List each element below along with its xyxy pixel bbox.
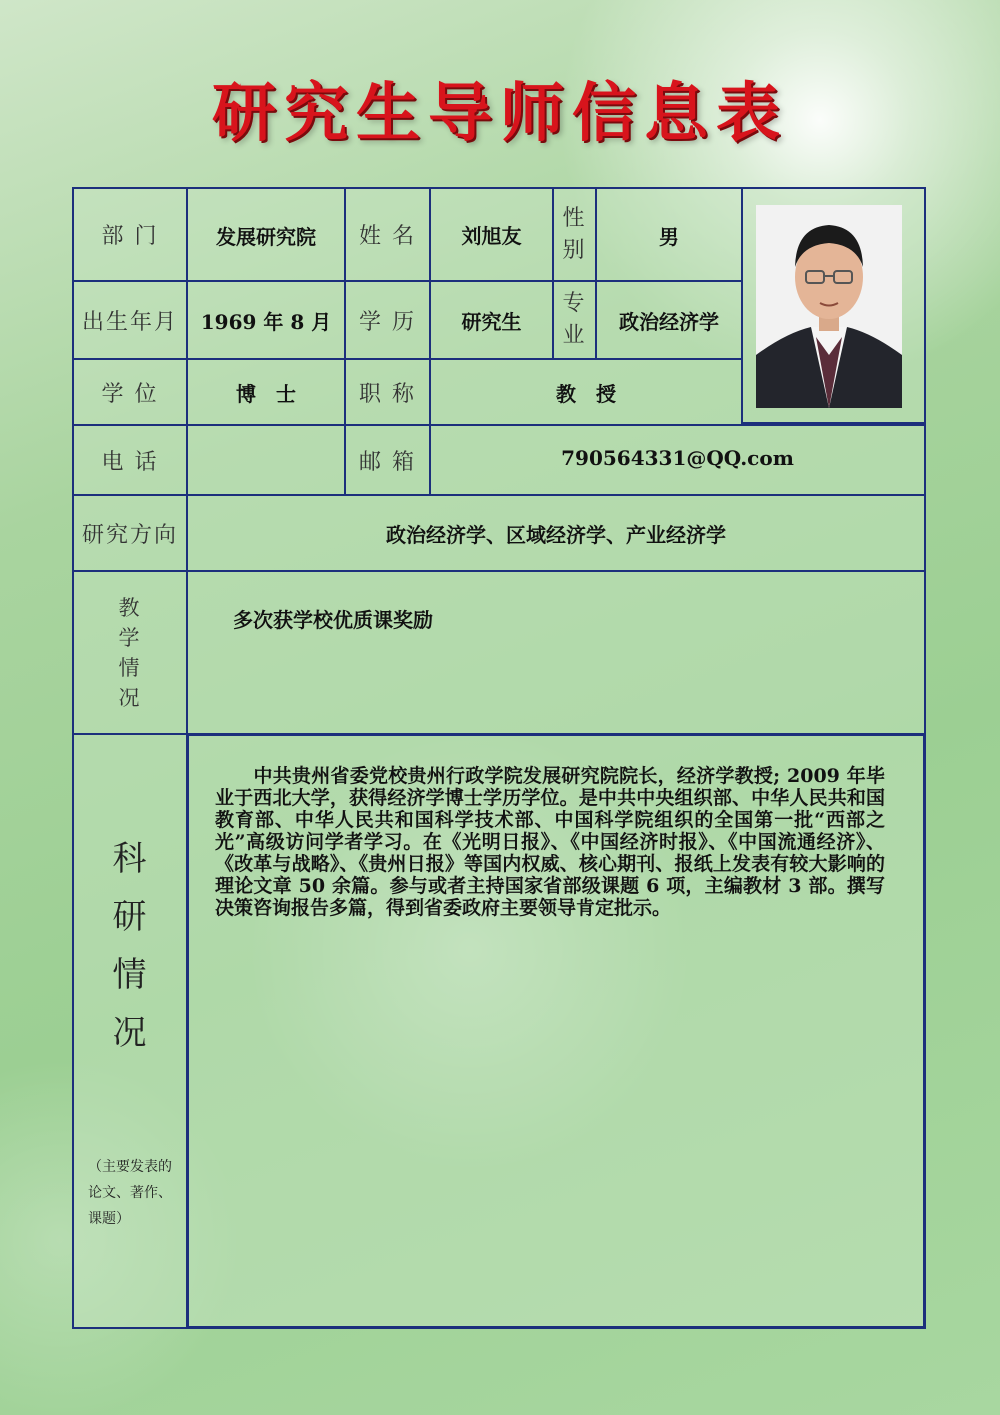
birth-value xyxy=(186,280,346,360)
direction-value-text: 政治经济学、区域经济学、产业经济学 xyxy=(386,522,726,547)
title-value-text: 教 授 xyxy=(556,382,616,406)
edu-label-text: 学 历 xyxy=(359,309,416,335)
teaching-content: 多次获学校优质课奖励 xyxy=(233,608,433,632)
gender-label xyxy=(552,187,597,282)
title-label-text: 职 称 xyxy=(359,381,416,407)
degree-value-text: 博 士 xyxy=(236,382,296,406)
name-value xyxy=(429,187,554,282)
email-value xyxy=(429,424,926,496)
research-label-char-4: 况 xyxy=(112,1013,147,1053)
title-label xyxy=(344,358,431,426)
portrait-photo xyxy=(756,205,902,408)
email-label xyxy=(344,424,431,496)
page-title: 研究生导师信息表 xyxy=(212,77,788,151)
portrait-icon xyxy=(756,205,902,408)
direction-value xyxy=(186,494,926,572)
edu-value xyxy=(429,280,554,360)
teaching-label-char-2: 学 xyxy=(118,625,142,650)
name-value-text: 刘旭友 xyxy=(461,224,522,248)
teaching-label-char-3: 情 xyxy=(118,655,142,680)
direction-label xyxy=(72,494,188,572)
email-label-text: 邮 箱 xyxy=(359,449,416,475)
gender-label-char-2: 别 xyxy=(562,237,587,263)
teaching-label xyxy=(72,570,188,735)
research-label-char-3: 情 xyxy=(112,955,147,995)
dept-value xyxy=(186,187,346,282)
gender-value-text: 男 xyxy=(659,225,679,249)
direction-label-text: 研究方向 xyxy=(81,522,178,548)
gender-label-char-1: 性 xyxy=(562,205,587,231)
major-value-text: 政治经济学 xyxy=(619,309,719,334)
edu-label xyxy=(344,280,431,360)
title-value xyxy=(429,358,743,426)
phone-label-text: 电 话 xyxy=(101,449,159,475)
research-content: 中共贵州省委党校贵州行政学院发展研究院院长，经济学教授; 2009 年毕业于西北大学，获得经济学博士学历学位。是中共中央组织部、中华人民共和国教育部、中华人民共和国科学技术部、中国科学院组织的全国第一批“西部之光”高级访问学者学习。在《光明日报》、《中国经济时报》、《中国流通经济》、《改革与战略》、《贵州日报》等国内权威、核心期刊、报纸上发表有较大影响的理论文章 50 余篇。参与或者主持国家省部级课题 6 项，主编教材 3 部。撰写决策咨询报告多篇，得到省委政府主要领导肯定批示。 xyxy=(215,765,885,919)
research-note: （主要发表的论文、著作、课题） xyxy=(88,1159,172,1227)
gender-value xyxy=(595,187,743,282)
dept-label-text: 部 门 xyxy=(101,224,159,249)
birth-label xyxy=(72,280,188,360)
research-label-char-2: 研 xyxy=(112,897,147,937)
dept-value-text: 发展研究院 xyxy=(216,225,316,249)
name-label xyxy=(344,187,431,282)
degree-value xyxy=(186,358,346,426)
phone-value xyxy=(186,424,346,496)
major-value xyxy=(595,280,743,360)
research-label xyxy=(72,736,187,1156)
teaching-box xyxy=(186,570,926,735)
name-label-text: 姓 名 xyxy=(359,224,416,249)
edu-value-text: 研究生 xyxy=(461,309,522,334)
birth-value-text: 1969 年 8 月 xyxy=(200,309,332,334)
degree-label-text: 学 位 xyxy=(101,381,159,407)
teaching-label-char-4: 况 xyxy=(118,685,142,710)
teaching-label-char-1: 教 xyxy=(118,595,142,620)
research-label-char-1: 科 xyxy=(112,839,147,879)
major-label-char-2: 业 xyxy=(562,323,587,348)
degree-label xyxy=(72,358,188,426)
dept-label xyxy=(72,187,188,282)
major-label xyxy=(552,280,597,360)
email-value-text: 790564331@QQ.com xyxy=(561,446,794,470)
phone-label xyxy=(72,424,188,496)
major-label-char-1: 专 xyxy=(562,291,587,317)
birth-label-text: 出生年月 xyxy=(81,309,178,335)
